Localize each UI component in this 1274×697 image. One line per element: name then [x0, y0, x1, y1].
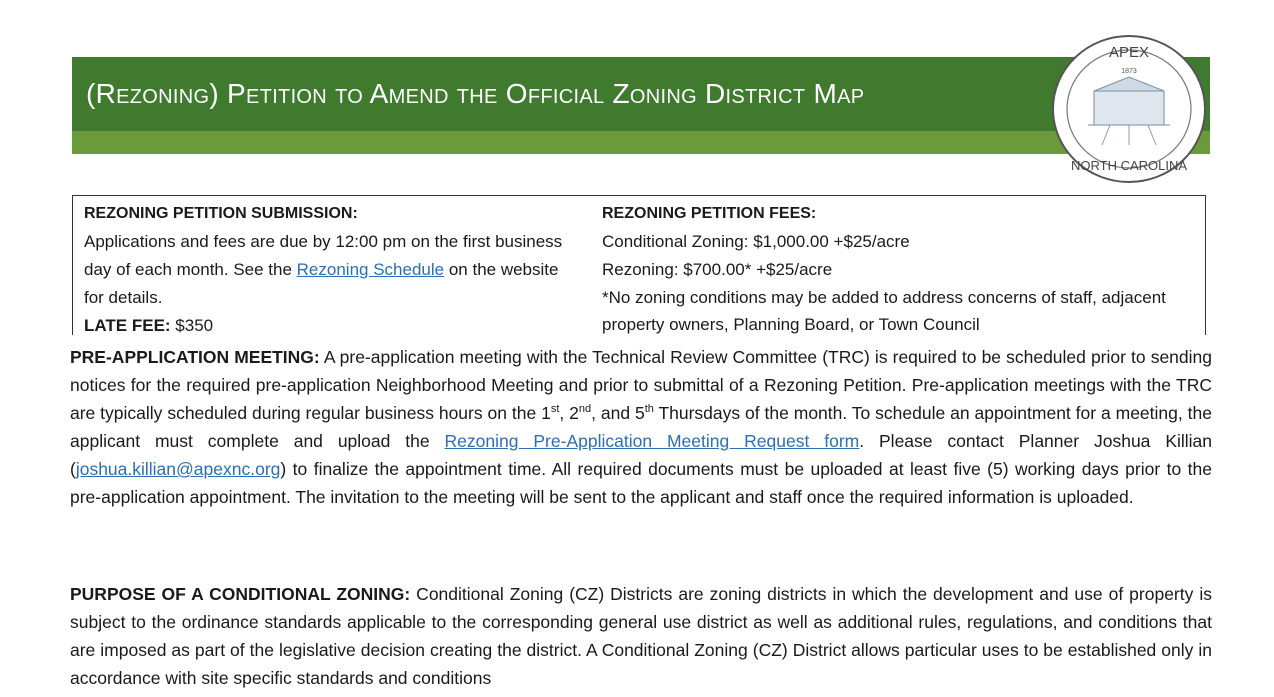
- seal-year: 1873: [1121, 68, 1137, 75]
- email-link[interactable]: joshua.killian@apexnc.org: [75, 459, 281, 479]
- late-fee: LATE FEE: $350: [84, 316, 214, 335]
- town-seal-logo: [1050, 33, 1208, 185]
- pre-application-label: PRE-APPLICATION MEETING:: [70, 347, 320, 367]
- submission-text: Applications and fees are due by 12:00 pm on the first business day of each month. See the Rezoning Schedule on the website for details.: [84, 232, 563, 307]
- seal-top-text: APEX: [1108, 44, 1150, 61]
- purpose-label: PURPOSE OF A CONDITIONAL ZONING:: [70, 584, 411, 604]
- conditional-zoning-purpose-paragraph: PURPOSE OF A CONDITIONAL ZONING: Conditional Zoning (CZ) Districts are zoning districts in which the development and use of property is subject to the ordinance standards applicable to the corresponding general use district as well as additional rules, regulations, and conditions that are imposed as part of the legislative decision creating the district. A Conditional Zoning (CZ) District allows particular uses to be established only in accordance with site specific standards and conditions: [70, 584, 1212, 688]
- submission-heading: REZONING PETITION SUBMISSION:: [84, 205, 358, 222]
- title-banner-accent: [72, 131, 1210, 154]
- pre-application-paragraph: PRE-APPLICATION MEETING: A pre-application meeting with the Technical Review Committee (TRC) is required to be scheduled prior to sending notices for the required pre-application Neighborhood Meeting and prior to submittal of a Rezoning Petition. Pre-application meetings with the TRC are typically scheduled during regular business hours on the 1st, 2nd, and 5th Thursdays of the month. To schedule an appointment for a meeting, the applicant must complete and upload the Rezoning Pre-Application Meeting Request form. Please contact Planner Joshua Killian (joshua.killian@apexnc.org) to finalize the appointment time. All required documents must be uploaded at least five (5) working days prior to the pre-application appointment. The invitation to the meeting will be sent to the applicant and staff once the required information is uploaded.: [70, 347, 1213, 507]
- fees-note: *No zoning conditions may be added to address concerns of staff, adjacent property owners, Planning Board, or Town Council: [602, 288, 1166, 334]
- meeting-request-form-link[interactable]: Rezoning Pre-Application Meeting Request form: [444, 431, 860, 451]
- fees-heading: REZONING PETITION FEES:: [602, 205, 817, 222]
- submission-column: [84, 200, 564, 340]
- fees-column: [602, 200, 1202, 338]
- rezoning-schedule-link[interactable]: Rezoning Schedule: [296, 260, 445, 279]
- fee-rezoning: Rezoning: $700.00* +$25/acre: [602, 260, 833, 279]
- seal-bottom-text: NORTH CAROLINA: [1070, 158, 1188, 173]
- fee-conditional-zoning: Conditional Zoning: $1,000.00 +$25/acre: [602, 232, 910, 251]
- document-title: (Rezoning) Petition to Amend the Official Zoning District Map: [86, 78, 865, 109]
- fee-info-box: [72, 195, 1206, 335]
